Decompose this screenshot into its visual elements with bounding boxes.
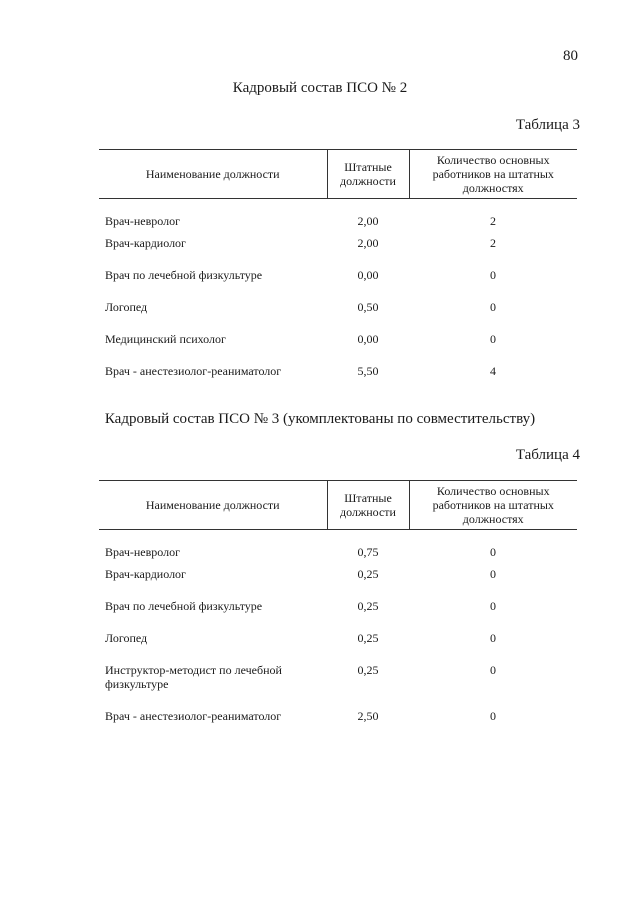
table-label-3: Таблица 3 [515,117,580,133]
workers-count: 0 [490,545,496,559]
table-row [99,236,577,268]
position-name: Инструктор-методист по лечебной физкультуре [105,663,282,691]
page-number: 80 [563,48,578,64]
workers-count: 2 [490,236,496,250]
staff-value: 0,00 [357,332,379,346]
position-name: Медицинский психолог [105,332,226,346]
table-row [99,332,577,364]
staff-value: 0,25 [357,631,379,645]
position-name: Врач-невролог [105,214,181,228]
header-position-name: Наименование должности [99,481,327,530]
workers-count: 0 [490,599,496,613]
table-label-4: Таблица 4 [515,447,580,463]
section-title-pso-3: Кадровый состав ПСО № 3 (укомплектованы по совместительству) [104,411,536,427]
staff-value: 2,50 [357,709,379,723]
position-name: Врач-кардиолог [105,236,186,250]
position-name: Врач - анестезиолог-реаниматолог [105,364,282,378]
staff-value: 2,00 [357,214,379,228]
section-title-pso-2: Кадровый состав ПСО № 2 [232,80,408,96]
position-name: Врач-кардиолог [105,567,186,581]
table-row [99,599,577,631]
staff-table-pso-2 [99,149,577,396]
workers-count: 0 [490,300,496,314]
table-header-row [99,150,577,199]
workers-count: 4 [490,364,496,378]
header-position-name: Наименование должности [99,150,327,199]
header-staff-positions: Штатные должности [327,150,409,199]
workers-count: 0 [490,268,496,282]
position-name: Врач - анестезиолог-реаниматолог [105,709,282,723]
table-row [99,663,577,709]
workers-count: 0 [490,709,496,723]
header-main-workers-count: Количество основных работников на штатных должностях [409,150,577,199]
table-row [99,530,577,568]
staff-value: 0,75 [357,545,379,559]
position-name: Врач по лечебной физкультуре [105,268,263,282]
workers-count: 0 [490,567,496,581]
staff-value: 0,25 [357,567,379,581]
table-row [99,364,577,396]
header-staff-positions: Штатные должности [327,481,409,530]
table-row [99,631,577,663]
staff-value: 0,25 [357,599,379,613]
staff-value: 0,25 [357,663,379,677]
staff-value: 0,50 [357,300,379,314]
staff-table-pso-3 [99,480,577,741]
table-row [99,567,577,599]
header-main-workers-count: Количество основных работников на штатных должностях [409,481,577,530]
table-row [99,300,577,332]
staff-value: 5,50 [357,364,379,378]
table-header-row [99,481,577,530]
staff-value: 0,00 [357,268,379,282]
position-name: Логопед [105,300,148,314]
workers-count: 2 [490,214,496,228]
position-name: Врач-невролог [105,545,181,559]
table-row [99,268,577,300]
staff-value: 2,00 [357,236,379,250]
workers-count: 0 [490,631,496,645]
table-row [99,709,577,741]
position-name: Врач по лечебной физкультуре [105,599,263,613]
workers-count: 0 [490,663,496,677]
table-row [99,199,577,237]
position-name: Логопед [105,631,148,645]
workers-count: 0 [490,332,496,346]
